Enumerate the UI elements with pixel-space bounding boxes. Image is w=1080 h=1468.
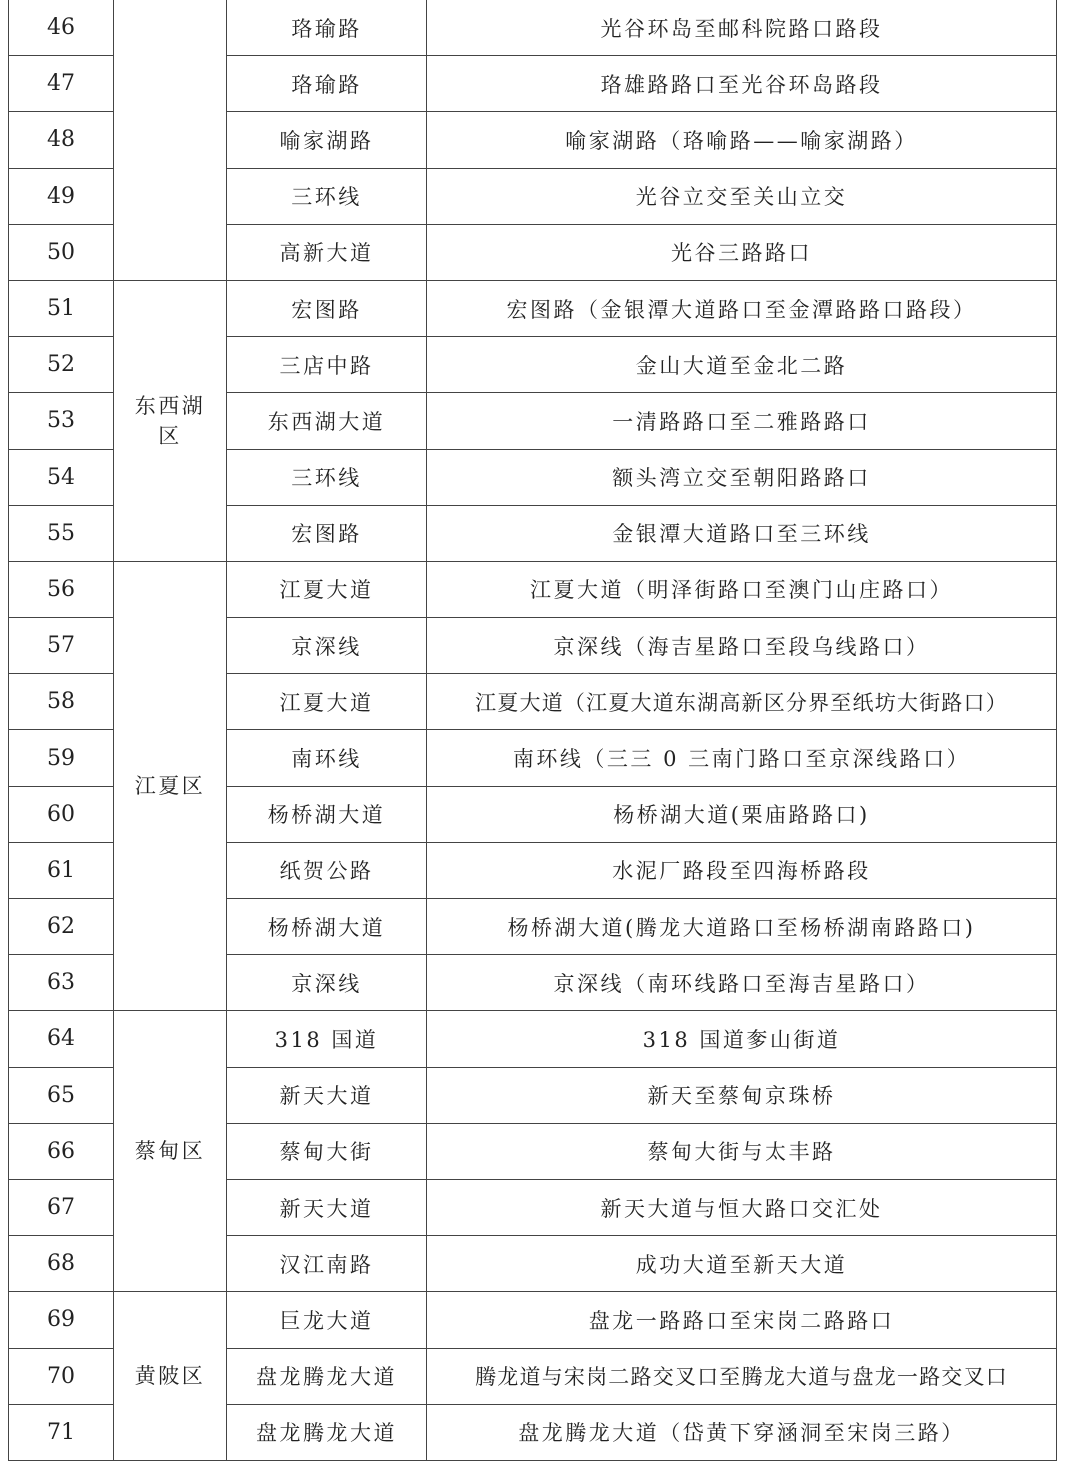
- road-section: 盘龙腾龙大道（岱黄下穿涵洞至宋岗三路）: [427, 1404, 1057, 1460]
- road-section: 杨桥湖大道(栗庙路路口): [427, 786, 1057, 842]
- road-name: 三环线: [227, 449, 427, 505]
- road-name: 珞瑜路: [227, 56, 427, 112]
- district-cell: [114, 0, 227, 280]
- district-name-line: 区: [158, 423, 182, 448]
- row-number: 63: [9, 955, 114, 1011]
- row-number: 67: [9, 1179, 114, 1235]
- district-cell: [114, 280, 227, 561]
- road-section: 江夏大道（明泽街路口至澳门山庄路口）: [427, 561, 1057, 617]
- row-number: 54: [9, 449, 114, 505]
- row-number: 46: [9, 0, 114, 56]
- road-section: 珞雄路路口至光谷环岛路段: [427, 56, 1057, 112]
- road-name: 汉江南路: [227, 1236, 427, 1292]
- road-section: 成功大道至新天大道: [427, 1236, 1057, 1292]
- road-name: 东西湖大道: [227, 393, 427, 449]
- row-number: 55: [9, 505, 114, 561]
- table-row: [9, 1292, 1057, 1348]
- road-name: 蔡甸大街: [227, 1123, 427, 1179]
- road-section: 南环线（三三 0 三南门路口至京深线路口）: [427, 730, 1057, 786]
- district-cell: 蔡甸区: [114, 1011, 227, 1292]
- road-section: 金山大道至金北二路: [427, 337, 1057, 393]
- row-number: 52: [9, 337, 114, 393]
- road-name: 南环线: [227, 730, 427, 786]
- road-section: 盘龙一路路口至宋岗二路路口: [427, 1292, 1057, 1348]
- road-name: 纸贺公路: [227, 842, 427, 898]
- road-name: 盘龙腾龙大道: [227, 1404, 427, 1460]
- road-name: 宏图路: [227, 505, 427, 561]
- road-name: 三环线: [227, 168, 427, 224]
- row-number: 47: [9, 56, 114, 112]
- row-number: 57: [9, 618, 114, 674]
- row-number: 66: [9, 1123, 114, 1179]
- table-row: [9, 0, 1057, 56]
- district-cell: 江夏区: [114, 561, 227, 1011]
- road-name: 江夏大道: [227, 674, 427, 730]
- row-number: 51: [9, 280, 114, 336]
- road-section: 额头湾立交至朝阳路路口: [427, 449, 1057, 505]
- road-section: 京深线（南环线路口至海吉星路口）: [427, 955, 1057, 1011]
- road-name: 杨桥湖大道: [227, 899, 427, 955]
- road-name: 三店中路: [227, 337, 427, 393]
- road-section: 光谷环岛至邮科院路口路段: [427, 0, 1057, 56]
- road-section: 318 国道奓山街道: [427, 1011, 1057, 1067]
- row-number: 56: [9, 561, 114, 617]
- row-number: 49: [9, 168, 114, 224]
- road-name: 新天大道: [227, 1067, 427, 1123]
- row-number: 61: [9, 842, 114, 898]
- road-section: 喻家湖路（珞喻路——喻家湖路）: [427, 112, 1057, 168]
- table-row: [9, 1011, 1057, 1067]
- road-name: 京深线: [227, 618, 427, 674]
- road-name: 318 国道: [227, 1011, 427, 1067]
- road-name: 新天大道: [227, 1179, 427, 1235]
- road-section: 京深线（海吉星路口至段乌线路口）: [427, 618, 1057, 674]
- road-section: 杨桥湖大道(腾龙大道路口至杨桥湖南路路口): [427, 899, 1057, 955]
- row-number: 60: [9, 786, 114, 842]
- road-section: 光谷立交至关山立交: [427, 168, 1057, 224]
- road-name: 喻家湖路: [227, 112, 427, 168]
- road-section: 蔡甸大街与太丰路: [427, 1123, 1057, 1179]
- row-number: 50: [9, 224, 114, 280]
- road-section: 新天至蔡甸京珠桥: [427, 1067, 1057, 1123]
- road-section: 一清路路口至二雅路路口: [427, 393, 1057, 449]
- road-section: 水泥厂路段至四海桥路段: [427, 842, 1057, 898]
- row-number: 58: [9, 674, 114, 730]
- row-number: 69: [9, 1292, 114, 1348]
- road-section: 江夏大道（江夏大道东湖高新区分界至纸坊大街路口）: [427, 674, 1057, 730]
- road-name: 珞瑜路: [227, 0, 427, 56]
- road-name: 盘龙腾龙大道: [227, 1348, 427, 1404]
- road-name: 杨桥湖大道: [227, 786, 427, 842]
- road-name: 高新大道: [227, 224, 427, 280]
- row-number: 62: [9, 899, 114, 955]
- road-name: 宏图路: [227, 280, 427, 336]
- road-section-table: [8, 0, 1057, 1461]
- row-number: 53: [9, 393, 114, 449]
- district-name-line: 东西湖: [134, 393, 206, 418]
- road-section: 光谷三路路口: [427, 224, 1057, 280]
- table-row: [9, 561, 1057, 617]
- district-cell: 黄陂区: [114, 1292, 227, 1461]
- road-section: 金银潭大道路口至三环线: [427, 505, 1057, 561]
- road-name: 江夏大道: [227, 561, 427, 617]
- row-number: 71: [9, 1404, 114, 1460]
- road-name: 巨龙大道: [227, 1292, 427, 1348]
- table-row: [9, 280, 1057, 336]
- road-section: 宏图路（金银潭大道路口至金潭路路口路段）: [427, 280, 1057, 336]
- road-section: 新天大道与恒大路口交汇处: [427, 1179, 1057, 1235]
- row-number: 48: [9, 112, 114, 168]
- road-name: 京深线: [227, 955, 427, 1011]
- row-number: 68: [9, 1236, 114, 1292]
- table-body: [9, 0, 1057, 1460]
- row-number: 65: [9, 1067, 114, 1123]
- row-number: 59: [9, 730, 114, 786]
- road-section: 腾龙道与宋岗二路交叉口至腾龙大道与盘龙一路交叉口: [427, 1348, 1057, 1404]
- row-number: 64: [9, 1011, 114, 1067]
- row-number: 70: [9, 1348, 114, 1404]
